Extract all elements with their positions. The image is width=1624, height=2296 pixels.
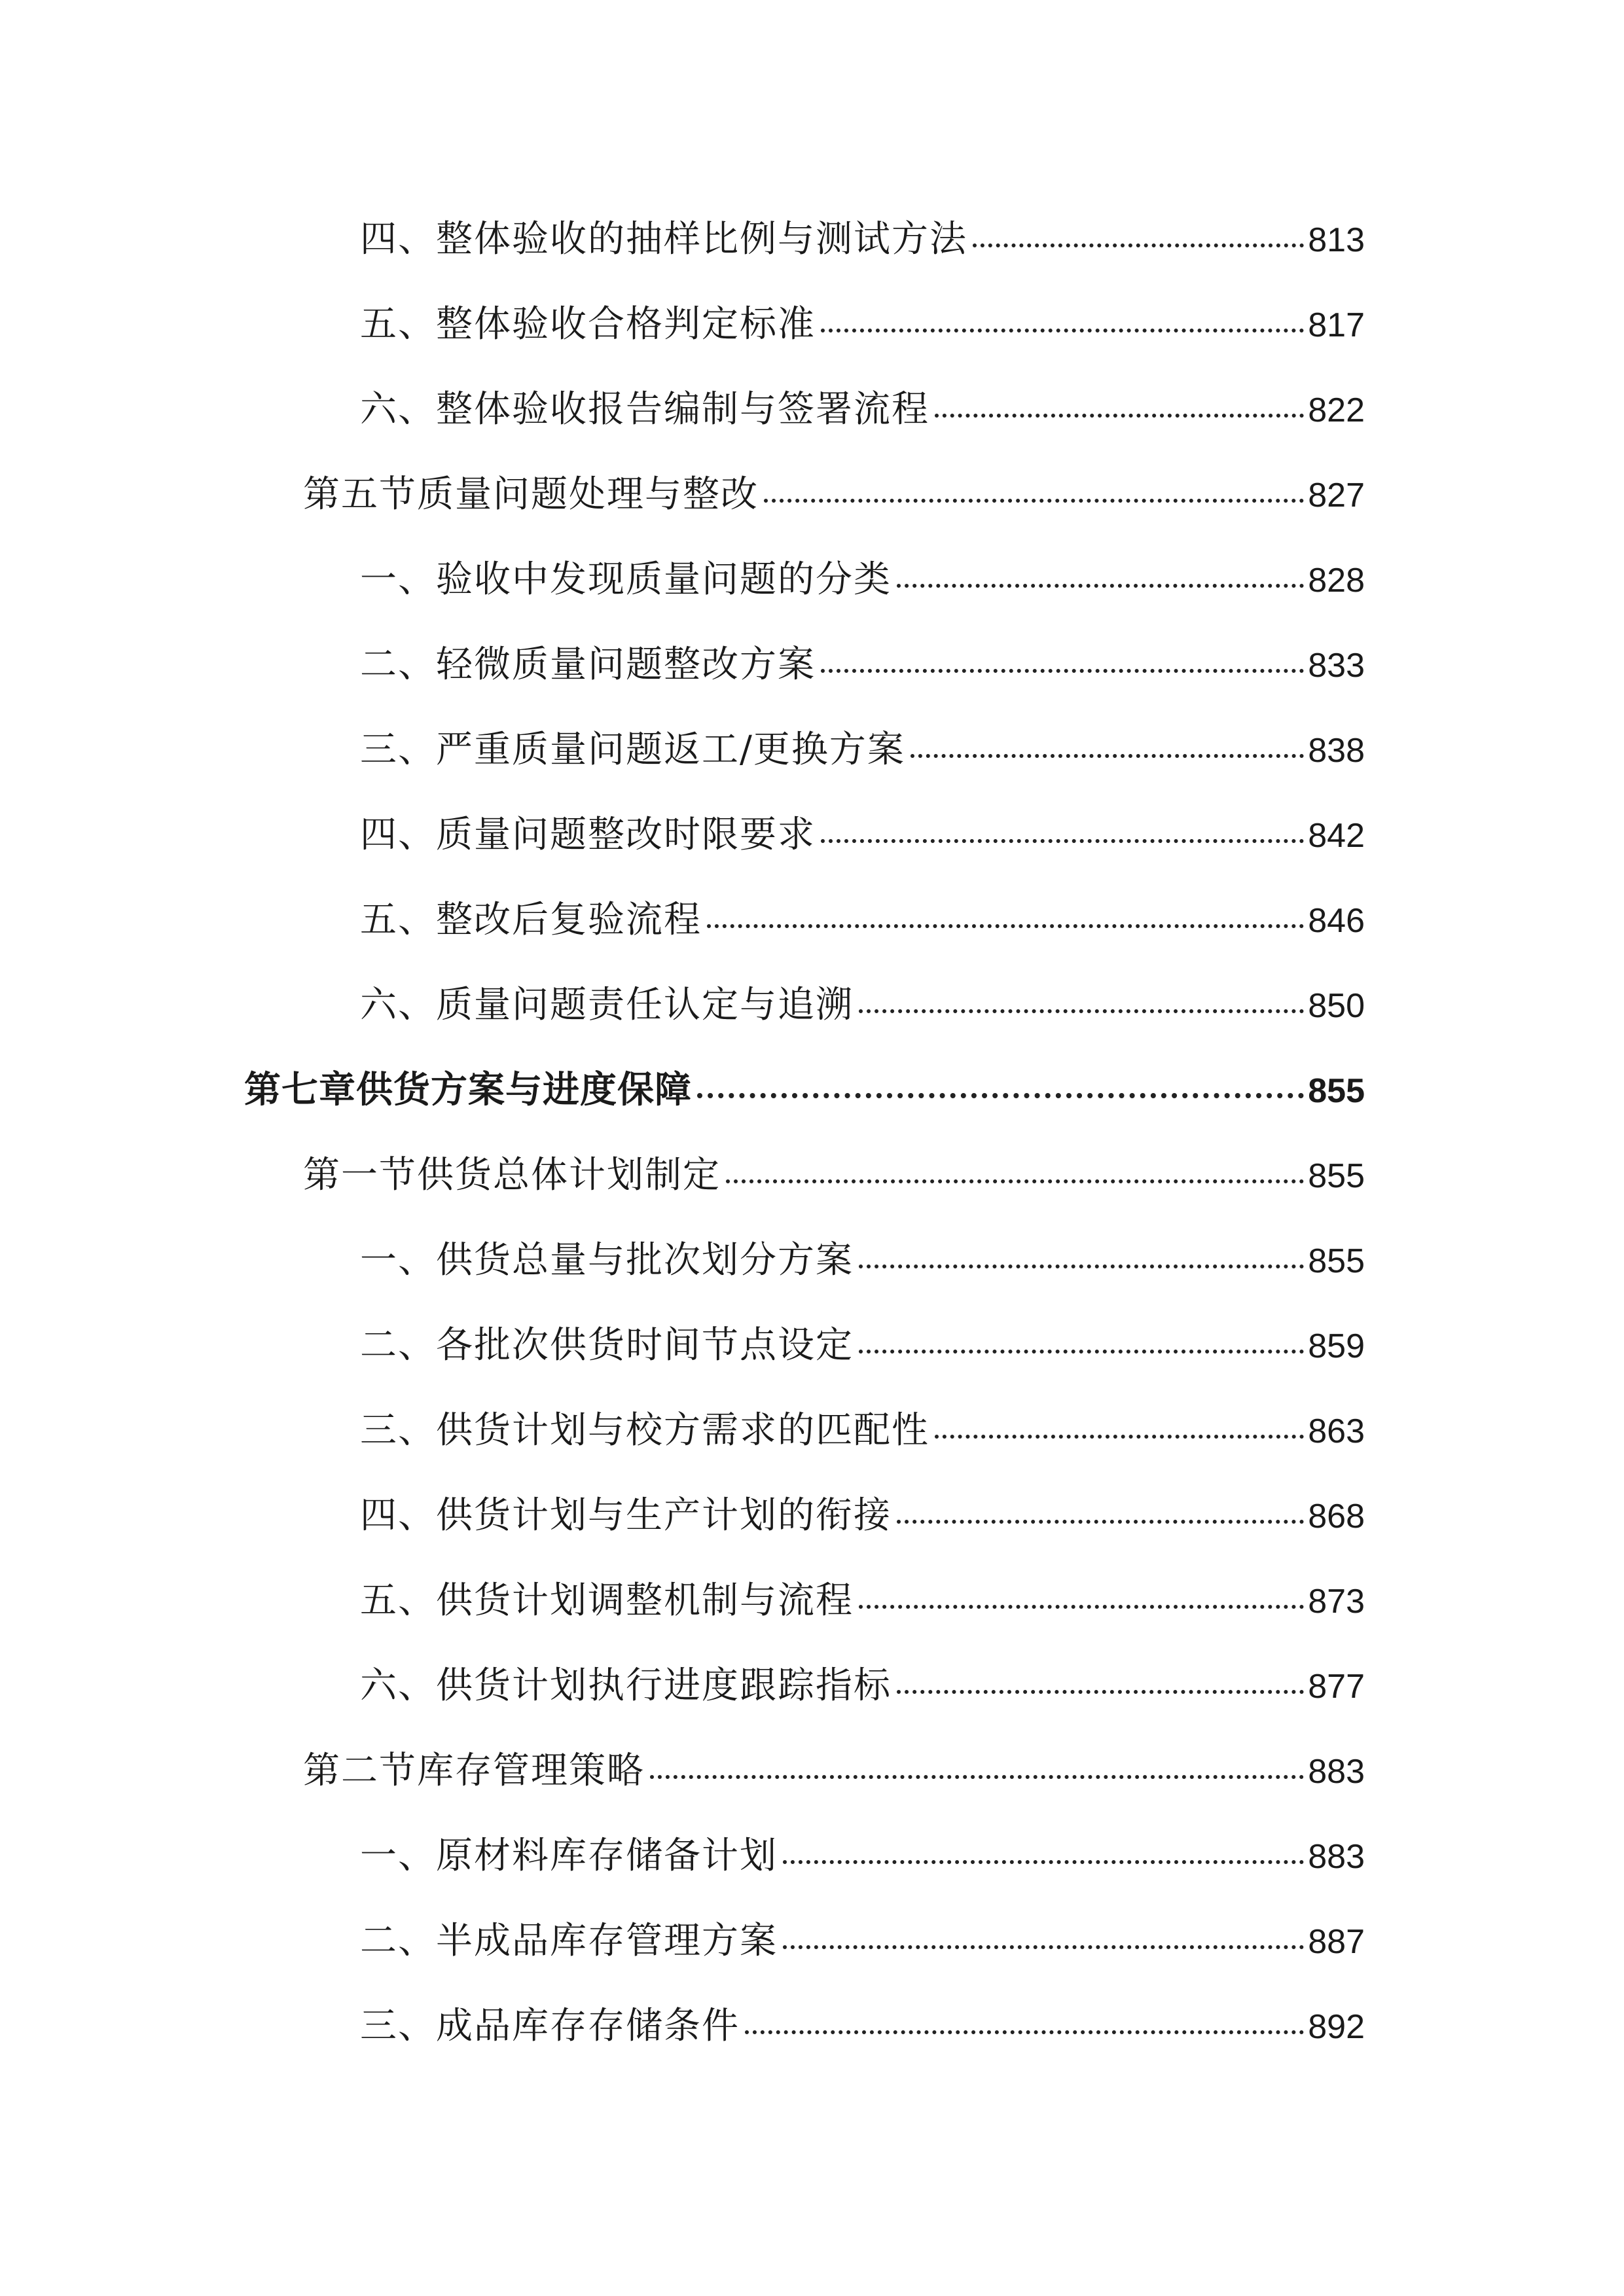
dot-leader [726, 1179, 1304, 1183]
toc-entry-page: 813 [1308, 221, 1365, 259]
toc-entry[interactable] [360, 1490, 1365, 1542]
toc-entry-title: 二、半成品库存管理方案 [360, 1920, 778, 1962]
toc-entry-title: 三、供货计划与校方需求的匹配性 [360, 1409, 929, 1452]
dot-leader [764, 499, 1304, 503]
toc-entry[interactable] [360, 554, 1365, 606]
dot-leader [697, 1093, 1304, 1098]
toc-entry[interactable] [360, 639, 1365, 691]
toc-entry-page: 828 [1308, 562, 1365, 600]
toc-entry[interactable] [360, 809, 1365, 861]
dot-leader [935, 414, 1304, 418]
toc-entry-page: 842 [1308, 817, 1365, 855]
toc-entry-section[interactable] [303, 1745, 1365, 1797]
dot-leader [783, 1945, 1304, 1949]
toc-entry-section[interactable] [303, 469, 1365, 521]
toc-entry[interactable] [360, 1660, 1365, 1712]
toc-entry-title: 第五节质量问题处理与整改 [303, 473, 759, 516]
toc-entry-title: 五、整体验收合格判定标准 [360, 303, 816, 346]
toc-entry-title: 三、成品库存存储条件 [360, 2005, 740, 2047]
toc-entry[interactable] [360, 2000, 1365, 2053]
toc-entry-page: 868 [1308, 1498, 1365, 1535]
toc-entry-page: 892 [1308, 2008, 1365, 2046]
toc-entry-page: 833 [1308, 647, 1365, 685]
toc-entry-page: 838 [1308, 732, 1365, 770]
toc-entry-title: 一、验收中发现质量问题的分类 [360, 558, 892, 601]
toc-entry[interactable] [360, 1915, 1365, 1967]
toc-entry[interactable] [360, 1319, 1365, 1372]
dot-leader [650, 1775, 1304, 1779]
toc-entry-title: 六、质量问题责任认定与追溯 [360, 984, 854, 1026]
toc-entry-title: 第一节供货总体计划制定 [303, 1154, 721, 1196]
toc-entry-title: 五、供货计划调整机制与流程 [360, 1579, 854, 1622]
toc-entry-title: 四、整体验收的抽样比例与测试方法 [360, 218, 967, 260]
toc-entry[interactable] [360, 979, 1365, 1031]
toc-entry-page: 859 [1308, 1327, 1365, 1365]
dot-leader [745, 2030, 1304, 2034]
toc-entry-page: 817 [1308, 306, 1365, 344]
dot-leader [897, 1690, 1304, 1694]
toc-entry-section[interactable] [303, 1149, 1365, 1202]
toc-entry-page: 877 [1308, 1668, 1365, 1706]
toc-entry-page: 883 [1308, 1838, 1365, 1876]
toc-entry-page: 827 [1308, 476, 1365, 514]
toc-entry-chapter[interactable] [244, 1064, 1365, 1117]
dot-leader [911, 754, 1304, 758]
dot-leader [707, 924, 1304, 928]
toc-entry-page: 855 [1308, 1157, 1365, 1195]
toc-entry-page: 873 [1308, 1583, 1365, 1621]
toc-entry-page: 850 [1308, 987, 1365, 1025]
dot-leader [935, 1435, 1304, 1439]
toc-entry-page: 846 [1308, 902, 1365, 940]
dot-leader [859, 1605, 1304, 1609]
toc-entry[interactable] [360, 213, 1365, 266]
dot-leader [897, 584, 1304, 588]
toc-entry-title: 第二节库存管理策略 [303, 1749, 645, 1792]
toc-entry-page: 863 [1308, 1412, 1365, 1450]
dot-leader [821, 669, 1304, 673]
dot-leader [859, 1009, 1304, 1013]
toc-entry-title: 第七章供货方案与进度保障 [244, 1069, 692, 1111]
toc-entry-title: 四、质量问题整改时限要求 [360, 814, 816, 856]
toc-entry-title: 四、供货计划与生产计划的衔接 [360, 1494, 892, 1537]
dot-leader [973, 243, 1304, 247]
toc-entry-page: 822 [1308, 391, 1365, 429]
toc-entry-page: 883 [1308, 1753, 1365, 1791]
toc-entry[interactable] [360, 1830, 1365, 1882]
toc-entry-page: 855 [1308, 1072, 1365, 1110]
toc-entry-title: 三、严重质量问题返工/更换方案 [360, 728, 905, 771]
dot-leader [859, 1265, 1304, 1268]
toc-entry-title: 六、整体验收报告编制与签署流程 [360, 388, 929, 431]
toc-entry-title: 一、供货总量与批次划分方案 [360, 1239, 854, 1282]
toc-entry-title: 一、原材料库存储备计划 [360, 1835, 778, 1877]
toc-entry-title: 二、各批次供货时间节点设定 [360, 1324, 854, 1367]
toc-entry[interactable] [360, 1234, 1365, 1287]
toc-entry-title: 五、整改后复验流程 [360, 899, 702, 941]
toc-entry-title: 六、供货计划执行进度跟踪指标 [360, 1664, 892, 1707]
toc-entry[interactable] [360, 1575, 1365, 1627]
dot-leader [783, 1860, 1304, 1864]
toc-entry[interactable] [360, 1405, 1365, 1457]
toc-entry-page: 887 [1308, 1923, 1365, 1961]
dot-leader [897, 1520, 1304, 1524]
toc-entry-title: 二、轻微质量问题整改方案 [360, 643, 816, 686]
toc-entry[interactable] [360, 298, 1365, 351]
dot-leader [821, 329, 1304, 332]
toc-entry[interactable] [360, 384, 1365, 436]
toc-entry-page: 855 [1308, 1242, 1365, 1280]
dot-leader [859, 1350, 1304, 1354]
toc-entry[interactable] [360, 894, 1365, 946]
toc-entry[interactable] [360, 724, 1365, 776]
dot-leader [821, 839, 1304, 843]
